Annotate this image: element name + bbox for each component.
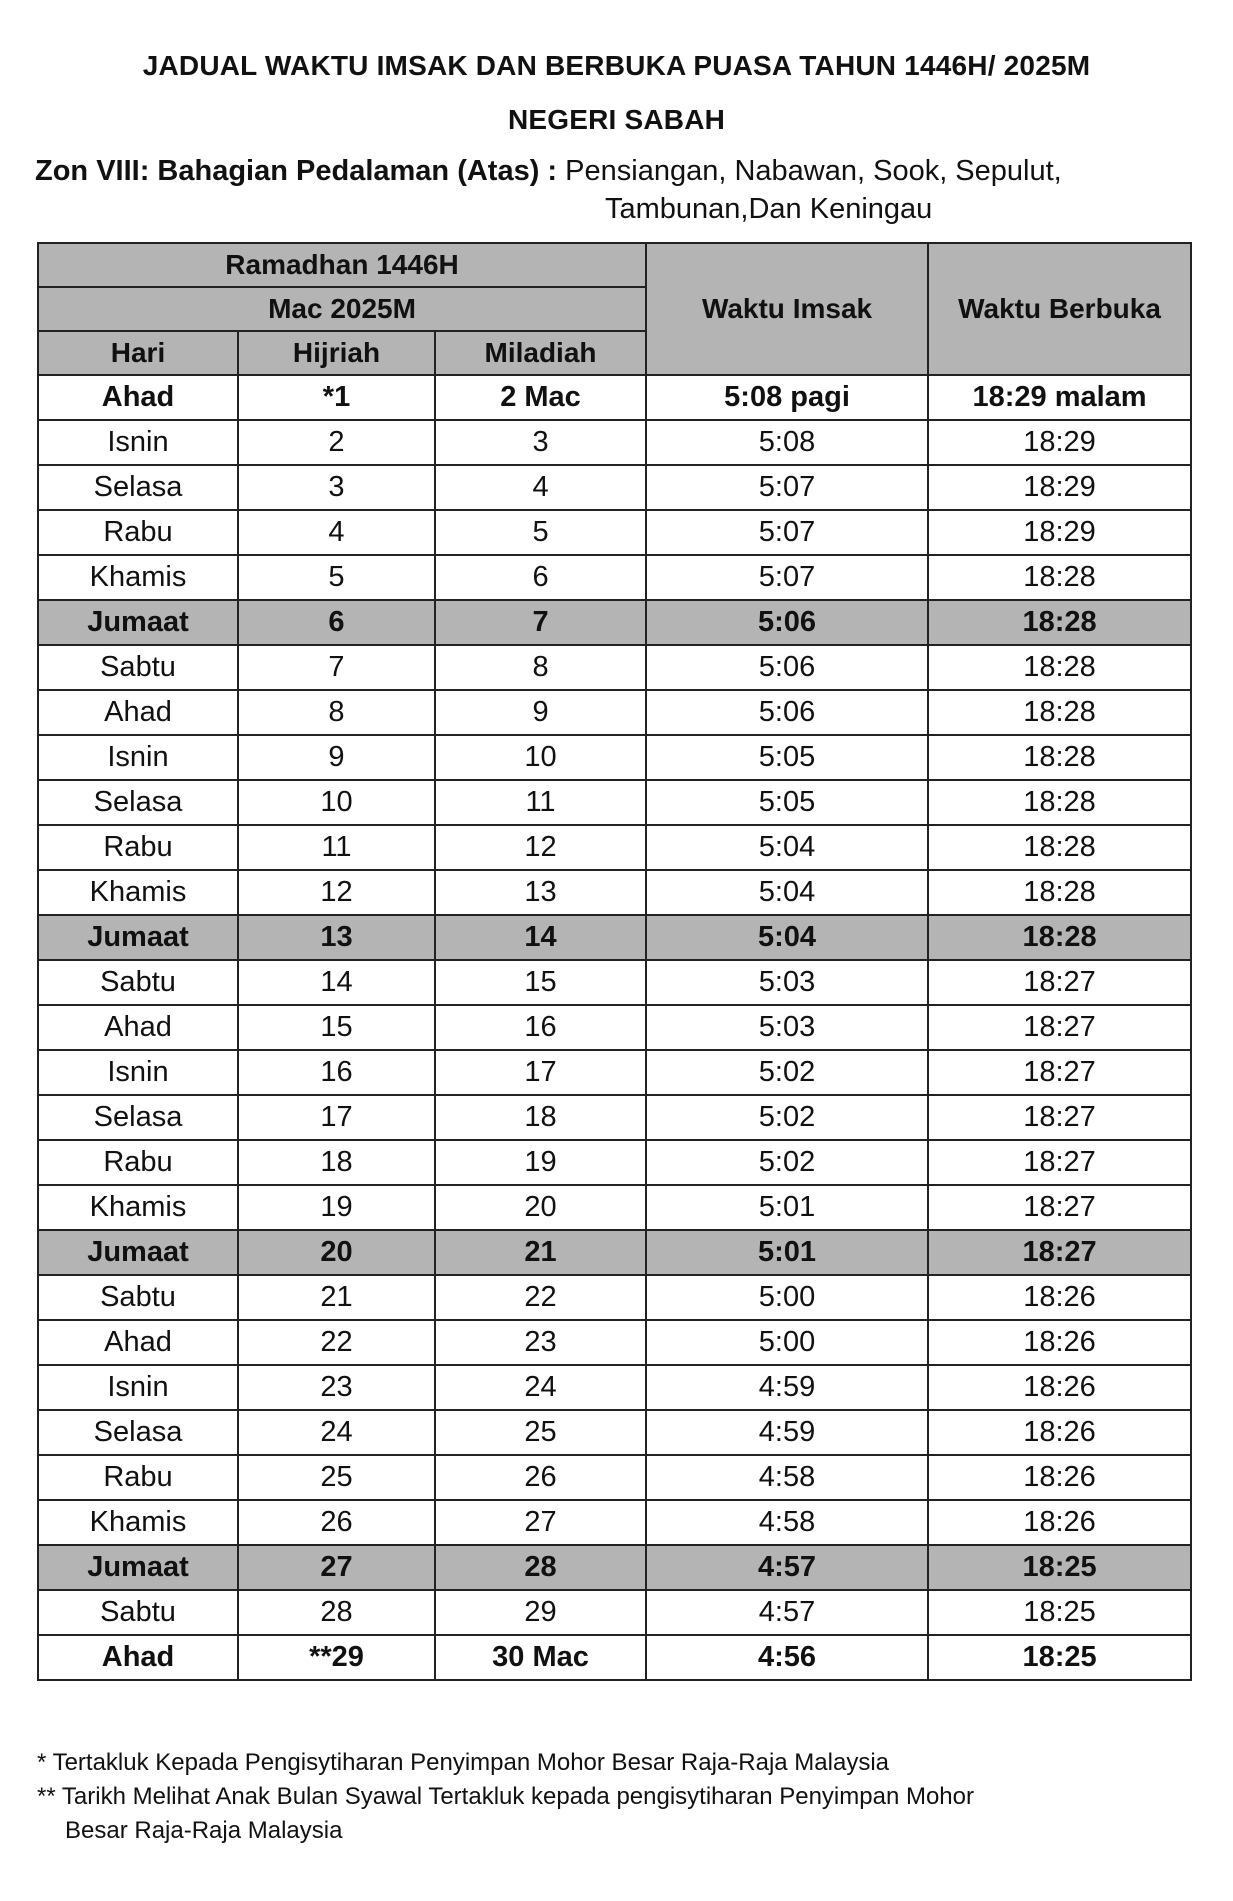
cell-hijriah: 28	[238, 1590, 435, 1635]
table-row	[38, 780, 1191, 825]
cell-hari: Sabtu	[38, 1275, 238, 1320]
table-row	[38, 1320, 1191, 1365]
cell-berbuka: 18:29	[928, 510, 1191, 555]
cell-berbuka: 18:26	[928, 1365, 1191, 1410]
cell-berbuka: 18:26	[928, 1500, 1191, 1545]
cell-imsak: 4:57	[646, 1590, 928, 1635]
cell-hari: Jumaat	[38, 915, 238, 960]
table-row	[38, 645, 1191, 690]
cell-hijriah: 10	[238, 780, 435, 825]
cell-berbuka: 18:25	[928, 1545, 1191, 1590]
table-row	[38, 555, 1191, 600]
table-row	[38, 1005, 1191, 1050]
cell-hari: Sabtu	[38, 645, 238, 690]
cell-hari: Selasa	[38, 465, 238, 510]
cell-imsak: 5:07	[646, 555, 928, 600]
cell-miladiah: 20	[435, 1185, 646, 1230]
cell-berbuka: 18:27	[928, 1230, 1191, 1275]
cell-miladiah: 15	[435, 960, 646, 1005]
cell-miladiah: 30 Mac	[435, 1635, 646, 1680]
cell-hijriah: 27	[238, 1545, 435, 1590]
cell-imsak: 4:59	[646, 1365, 928, 1410]
document-title: JADUAL WAKTU IMSAK DAN BERBUKA PUASA TAHUN 1446H/ 2025M	[142, 50, 1091, 81]
table-row	[38, 915, 1191, 960]
cell-miladiah: 24	[435, 1365, 646, 1410]
cell-hari: Khamis	[38, 1500, 238, 1545]
cell-imsak: 5:00	[646, 1275, 928, 1320]
cell-hijriah: 20	[238, 1230, 435, 1275]
header-mac: Mac 2025M	[38, 287, 646, 331]
cell-berbuka: 18:28	[928, 600, 1191, 645]
cell-hari: Ahad	[38, 375, 238, 420]
cell-hijriah: 9	[238, 735, 435, 780]
cell-hijriah: 3	[238, 465, 435, 510]
footnote-1: * Tertakluk Kepada Pengisytiharan Penyimpan Mohor Besar Raja-Raja Malaysia	[37, 1749, 889, 1776]
cell-miladiah: 5	[435, 510, 646, 555]
cell-hijriah: 18	[238, 1140, 435, 1185]
cell-imsak: 4:57	[646, 1545, 928, 1590]
zone-description	[35, 152, 1062, 225]
cell-miladiah: 27	[435, 1500, 646, 1545]
schedule-table	[37, 242, 1192, 1681]
cell-miladiah: 28	[435, 1545, 646, 1590]
cell-imsak: 4:59	[646, 1410, 928, 1455]
table-row	[38, 1095, 1191, 1140]
cell-berbuka: 18:27	[928, 1005, 1191, 1050]
cell-imsak: 5:05	[646, 780, 928, 825]
cell-imsak: 5:01	[646, 1185, 928, 1230]
cell-hijriah: **29	[238, 1635, 435, 1680]
cell-miladiah: 26	[435, 1455, 646, 1500]
cell-hari: Selasa	[38, 780, 238, 825]
cell-berbuka: 18:25	[928, 1590, 1191, 1635]
cell-hijriah: 23	[238, 1365, 435, 1410]
cell-hari: Isnin	[38, 735, 238, 780]
cell-miladiah: 25	[435, 1410, 646, 1455]
cell-miladiah: 7	[435, 600, 646, 645]
cell-miladiah: 17	[435, 1050, 646, 1095]
table-row	[38, 1230, 1191, 1275]
cell-hijriah: 4	[238, 510, 435, 555]
cell-imsak: 5:06	[646, 690, 928, 735]
cell-berbuka: 18:28	[928, 915, 1191, 960]
cell-miladiah: 16	[435, 1005, 646, 1050]
table-row	[38, 1545, 1191, 1590]
cell-berbuka: 18:27	[928, 1185, 1191, 1230]
cell-hijriah: 12	[238, 870, 435, 915]
cell-miladiah: 11	[435, 780, 646, 825]
cell-miladiah: 23	[435, 1320, 646, 1365]
cell-hari: Ahad	[38, 1005, 238, 1050]
cell-berbuka: 18:26	[928, 1275, 1191, 1320]
cell-hijriah: 8	[238, 690, 435, 735]
table-row	[38, 1500, 1191, 1545]
cell-miladiah: 12	[435, 825, 646, 870]
cell-imsak: 5:04	[646, 870, 928, 915]
cell-berbuka: 18:28	[928, 870, 1191, 915]
table-row	[38, 1635, 1191, 1680]
cell-hijriah: *1	[238, 375, 435, 420]
cell-hari: Rabu	[38, 1140, 238, 1185]
cell-imsak: 5:01	[646, 1230, 928, 1275]
cell-berbuka: 18:26	[928, 1320, 1191, 1365]
header-hijriah: Hijriah	[238, 331, 435, 375]
cell-hari: Isnin	[38, 420, 238, 465]
cell-imsak: 4:56	[646, 1635, 928, 1680]
table-row	[38, 375, 1191, 420]
state-title: NEGERI SABAH	[507, 104, 726, 135]
cell-imsak: 5:00	[646, 1320, 928, 1365]
cell-hijriah: 13	[238, 915, 435, 960]
cell-hari: Selasa	[38, 1095, 238, 1140]
table-row	[38, 870, 1191, 915]
cell-imsak: 5:02	[646, 1140, 928, 1185]
footnote-2-line2: Besar Raja-Raja Malaysia	[65, 1817, 343, 1844]
cell-hijriah: 17	[238, 1095, 435, 1140]
cell-imsak: 5:08	[646, 420, 928, 465]
table-row	[38, 690, 1191, 735]
cell-berbuka: 18:29 malam	[928, 375, 1191, 420]
cell-hari: Khamis	[38, 555, 238, 600]
cell-berbuka: 18:28	[928, 555, 1191, 600]
table-row	[38, 1590, 1191, 1635]
cell-imsak: 5:03	[646, 1005, 928, 1050]
cell-hari: Rabu	[38, 1455, 238, 1500]
table-row	[38, 1365, 1191, 1410]
cell-imsak: 5:04	[646, 825, 928, 870]
table-row	[38, 1275, 1191, 1320]
cell-berbuka: 18:27	[928, 1140, 1191, 1185]
cell-hijriah: 25	[238, 1455, 435, 1500]
cell-imsak: 5:07	[646, 465, 928, 510]
cell-berbuka: 18:29	[928, 420, 1191, 465]
cell-miladiah: 29	[435, 1590, 646, 1635]
cell-hari: Ahad	[38, 1635, 238, 1680]
cell-hari: Ahad	[38, 690, 238, 735]
cell-miladiah: 4	[435, 465, 646, 510]
cell-miladiah: 10	[435, 735, 646, 780]
cell-hijriah: 6	[238, 600, 435, 645]
cell-hari: Ahad	[38, 1320, 238, 1365]
table-row	[38, 1140, 1191, 1185]
cell-berbuka: 18:27	[928, 960, 1191, 1005]
footnotes	[37, 1746, 974, 1848]
cell-hijriah: 24	[238, 1410, 435, 1455]
cell-hijriah: 2	[238, 420, 435, 465]
table-row	[38, 420, 1191, 465]
cell-hijriah: 14	[238, 960, 435, 1005]
cell-imsak: 5:06	[646, 645, 928, 690]
zone-label: Zon VIII: Bahagian Pedalaman (Atas) :	[35, 155, 558, 187]
cell-imsak: 5:02	[646, 1095, 928, 1140]
cell-berbuka: 18:28	[928, 825, 1191, 870]
cell-hari: Jumaat	[38, 600, 238, 645]
cell-imsak: 4:58	[646, 1455, 928, 1500]
footnote-2-line1: ** Tarikh Melihat Anak Bulan Syawal Tertakluk kepada pengisytiharan Penyimpan Mohor	[37, 1783, 974, 1810]
cell-miladiah: 21	[435, 1230, 646, 1275]
cell-miladiah: 18	[435, 1095, 646, 1140]
cell-miladiah: 19	[435, 1140, 646, 1185]
table-row	[38, 1410, 1191, 1455]
table-row	[38, 600, 1191, 645]
cell-berbuka: 18:27	[928, 1050, 1191, 1095]
table-row	[38, 1455, 1191, 1500]
cell-miladiah: 22	[435, 1275, 646, 1320]
cell-hari: Sabtu	[38, 960, 238, 1005]
table-row	[38, 465, 1191, 510]
cell-berbuka: 18:28	[928, 645, 1191, 690]
cell-hijriah: 22	[238, 1320, 435, 1365]
cell-berbuka: 18:28	[928, 780, 1191, 825]
cell-hijriah: 15	[238, 1005, 435, 1050]
cell-miladiah: 6	[435, 555, 646, 600]
cell-hijriah: 19	[238, 1185, 435, 1230]
table-row	[38, 735, 1191, 780]
zone-places-line2: Tambunan,Dan Keningau	[605, 193, 933, 225]
cell-berbuka: 18:28	[928, 735, 1191, 780]
cell-imsak: 5:02	[646, 1050, 928, 1095]
cell-imsak: 5:06	[646, 600, 928, 645]
cell-hari: Rabu	[38, 825, 238, 870]
cell-hijriah: 5	[238, 555, 435, 600]
cell-hari: Jumaat	[38, 1230, 238, 1275]
cell-miladiah: 3	[435, 420, 646, 465]
cell-hari: Khamis	[38, 1185, 238, 1230]
header-hari: Hari	[38, 331, 238, 375]
cell-hari: Isnin	[38, 1365, 238, 1410]
cell-miladiah: 14	[435, 915, 646, 960]
cell-hari: Isnin	[38, 1050, 238, 1095]
cell-berbuka: 18:26	[928, 1410, 1191, 1455]
cell-imsak: 5:08 pagi	[646, 375, 928, 420]
cell-imsak: 5:05	[646, 735, 928, 780]
cell-hijriah: 11	[238, 825, 435, 870]
header-waktu-imsak: Waktu Imsak	[646, 243, 928, 375]
cell-berbuka: 18:25	[928, 1635, 1191, 1680]
cell-hari: Rabu	[38, 510, 238, 555]
cell-imsak: 5:03	[646, 960, 928, 1005]
cell-berbuka: 18:29	[928, 465, 1191, 510]
cell-berbuka: 18:28	[928, 690, 1191, 735]
cell-berbuka: 18:27	[928, 1095, 1191, 1140]
cell-hijriah: 26	[238, 1500, 435, 1545]
cell-imsak: 4:58	[646, 1500, 928, 1545]
cell-hijriah: 16	[238, 1050, 435, 1095]
cell-miladiah: 2 Mac	[435, 375, 646, 420]
cell-hijriah: 7	[238, 645, 435, 690]
zone-places-line1: Pensiangan, Nabawan, Sook, Sepulut,	[565, 155, 1062, 187]
cell-hari: Khamis	[38, 870, 238, 915]
header-ramadhan: Ramadhan 1446H	[38, 243, 646, 287]
cell-hari: Jumaat	[38, 1545, 238, 1590]
table-row	[38, 1185, 1191, 1230]
cell-berbuka: 18:26	[928, 1455, 1191, 1500]
cell-miladiah: 9	[435, 690, 646, 735]
table-row	[38, 960, 1191, 1005]
table-row	[38, 825, 1191, 870]
table-row	[38, 510, 1191, 555]
cell-imsak: 5:07	[646, 510, 928, 555]
cell-hari: Sabtu	[38, 1590, 238, 1635]
cell-hari: Selasa	[38, 1410, 238, 1455]
cell-imsak: 5:04	[646, 915, 928, 960]
cell-miladiah: 13	[435, 870, 646, 915]
header-miladiah: Miladiah	[435, 331, 646, 375]
table-row	[38, 1050, 1191, 1095]
cell-miladiah: 8	[435, 645, 646, 690]
header-waktu-berbuka: Waktu Berbuka	[928, 243, 1191, 375]
cell-hijriah: 21	[238, 1275, 435, 1320]
